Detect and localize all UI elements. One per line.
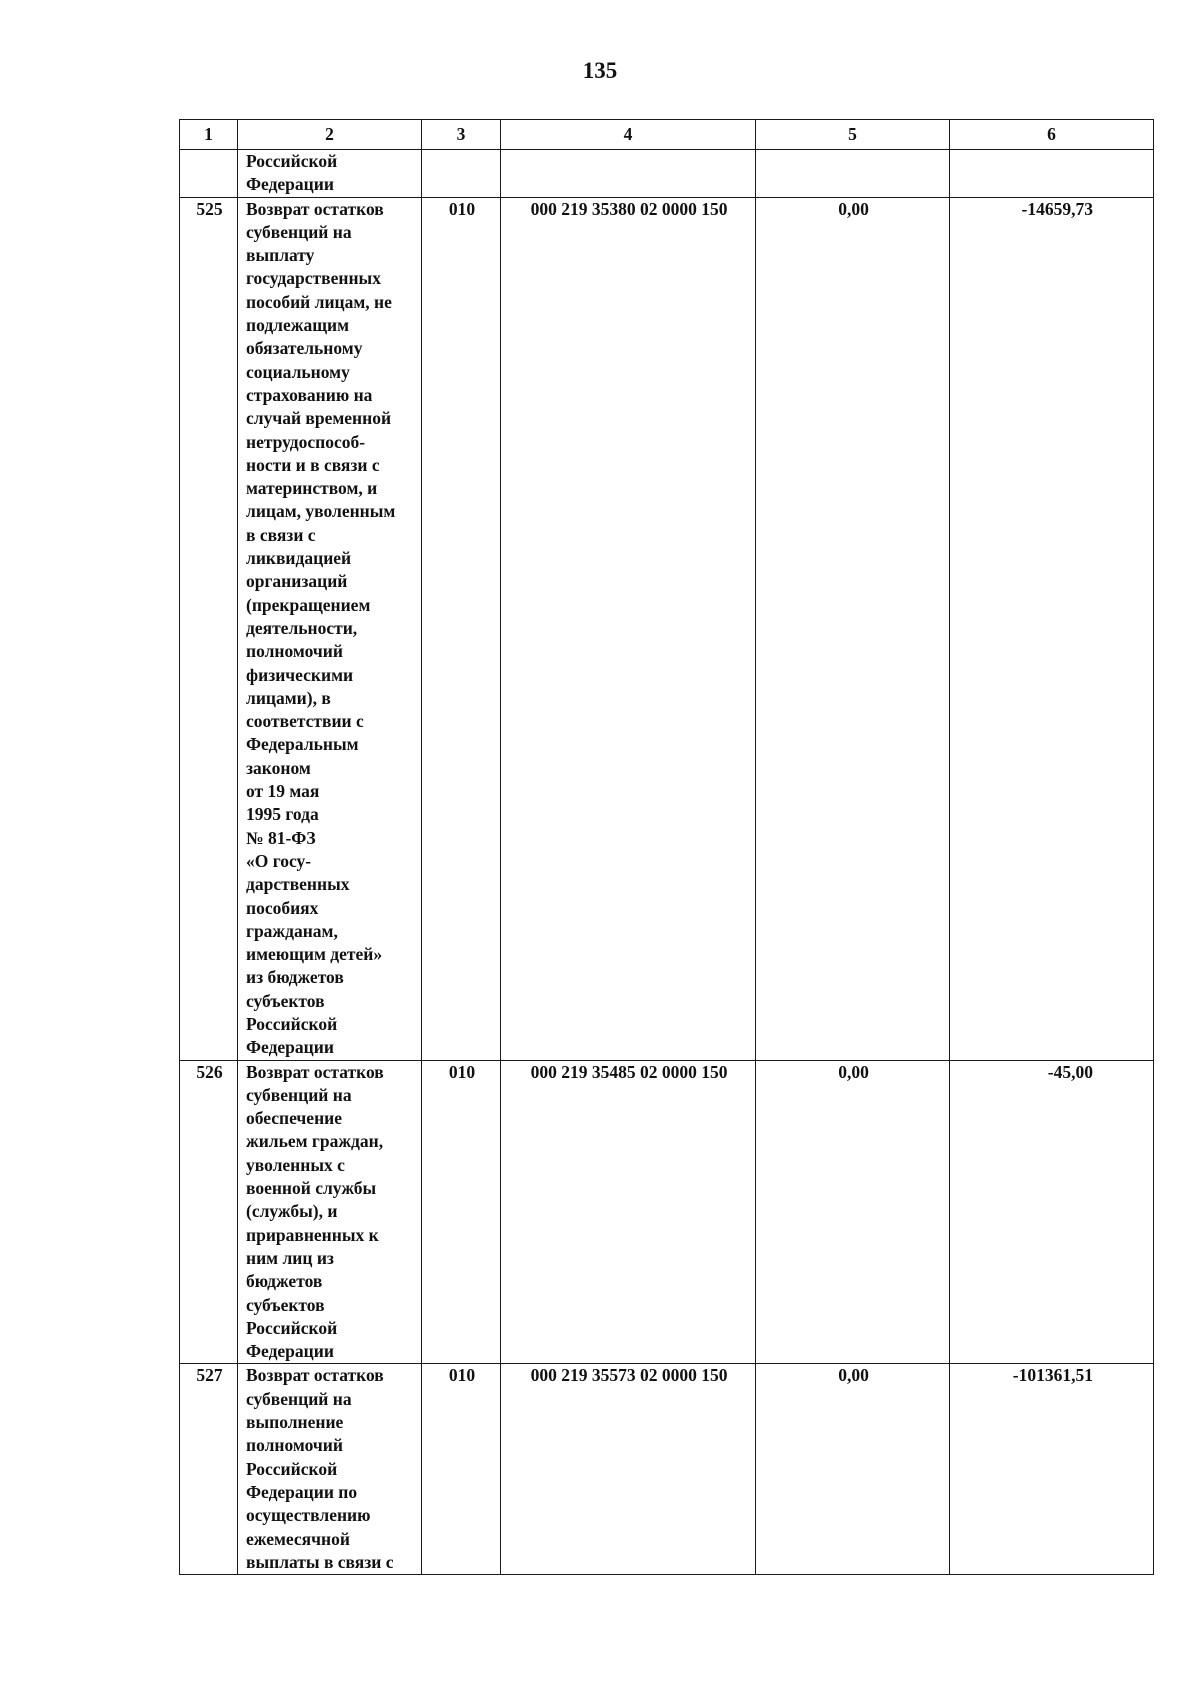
row-kbk [501,150,756,198]
table-row [180,1364,1154,1575]
row-description: Возврат остатков субвенций на выплату государственных пособий лицам, не подлежащим обязательному социальному страхованию на случай временной нетрудоспособ- ности и в связи с материнством, и лицам, уволенным в связи с ликвидацией организаций (прекращением деятельности, полномочий физическими лицами), в соответствии с Федеральным законом от 19 мая 1995 года № 81-ФЗ «О госу- дарственных пособиях гражданам, имеющим детей» из бюджетов субъектов Российской Федерации [238,197,422,1060]
column-header: 3 [422,120,501,150]
column-header: 4 [501,120,756,150]
row-description: Российской Федерации [238,150,422,198]
table-header-row [180,120,1154,150]
row-code [422,150,501,198]
page-number: 135 [582,58,618,83]
row-number: 527 [180,1364,238,1575]
row-value-5: 0,00 [756,1060,950,1364]
column-header: 1 [180,120,238,150]
row-code: 010 [422,197,501,1060]
row-value-6: -101361,51 [950,1364,1154,1575]
table-row [180,1060,1154,1364]
row-code: 010 [422,1060,501,1364]
row-description: Возврат остатков субвенций на выполнение полномочий Российской Федерации по осуществлению ежемесячной выплаты в связи с [238,1364,422,1575]
row-value-5: 0,00 [756,197,950,1060]
row-kbk: 000 219 35573 02 0000 150 [501,1364,756,1575]
column-header: 6 [950,120,1154,150]
row-number: 525 [180,197,238,1060]
row-description: Возврат остатков субвенций на обеспечение жильем граждан, уволенных с военной службы (службы), и приравненных к ним лиц из бюджетов субъектов Российской Федерации [238,1060,422,1364]
table-row [180,197,1154,1060]
column-header: 5 [756,120,950,150]
row-kbk: 000 219 35485 02 0000 150 [501,1060,756,1364]
row-number: 526 [180,1060,238,1364]
row-value-6: -45,00 [950,1060,1154,1364]
row-value-6: -14659,73 [950,197,1154,1060]
budget-table [179,119,1154,1575]
row-kbk: 000 219 35380 02 0000 150 [501,197,756,1060]
row-value-5 [756,150,950,198]
row-value-6 [950,150,1154,198]
column-header: 2 [238,120,422,150]
table-row [180,150,1154,198]
row-number [180,150,238,198]
row-value-5: 0,00 [756,1364,950,1575]
row-code: 010 [422,1364,501,1575]
